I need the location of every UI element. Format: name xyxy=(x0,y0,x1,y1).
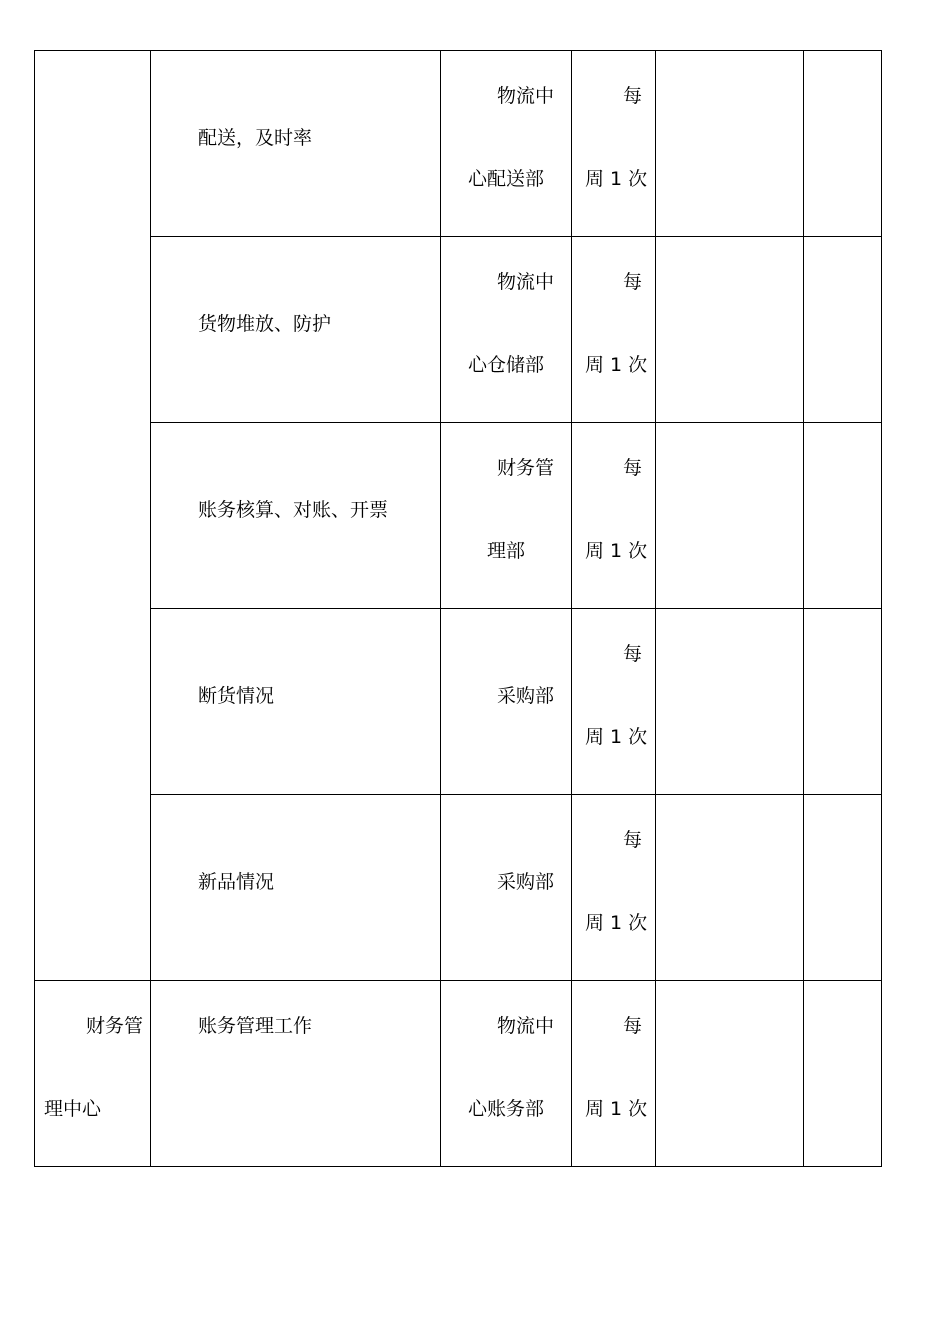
freq-cell xyxy=(572,237,656,423)
empty-cell xyxy=(656,237,804,423)
empty-cell xyxy=(804,237,882,423)
item-text: 新品情况 xyxy=(198,871,275,893)
item-text: 账务管理工作 xyxy=(198,1015,313,1037)
item-text: 配送，及时率 xyxy=(198,127,313,149)
freq-line-1: 每 xyxy=(622,271,642,293)
table-row xyxy=(35,423,882,609)
item-text: 断货情况 xyxy=(198,685,275,707)
table-row xyxy=(35,237,882,423)
item-text: 账务核算、对账、开票 xyxy=(198,499,389,521)
empty-cell xyxy=(656,795,804,981)
empty-cell xyxy=(656,51,804,237)
item-cell xyxy=(151,609,441,795)
category-line-1: 财务管 xyxy=(85,1015,143,1037)
table-row xyxy=(35,981,882,1167)
dept-line-1: 物流中 xyxy=(496,1015,554,1037)
dept-line-1: 采购部 xyxy=(496,871,554,893)
empty-cell xyxy=(804,51,882,237)
freq-cell xyxy=(572,51,656,237)
dept-cell xyxy=(441,795,572,981)
freq-cell xyxy=(572,423,656,609)
freq-line-1: 每 xyxy=(622,829,642,851)
freq-line-2: 周 1 次 xyxy=(585,912,648,934)
dept-line-1: 物流中 xyxy=(496,271,554,293)
freq-line-2: 周 1 次 xyxy=(585,168,648,190)
empty-cell xyxy=(656,609,804,795)
freq-line-2: 周 1 次 xyxy=(585,540,648,562)
dept-line-1: 采购部 xyxy=(496,685,554,707)
item-cell xyxy=(151,795,441,981)
table-row xyxy=(35,609,882,795)
dept-line-2: 心账务部 xyxy=(468,1098,545,1120)
item-cell xyxy=(151,423,441,609)
category-line-2: 理中心 xyxy=(44,1098,102,1120)
category-cell-empty xyxy=(35,51,151,981)
freq-line-2: 周 1 次 xyxy=(585,354,648,376)
freq-cell xyxy=(572,609,656,795)
dept-cell xyxy=(441,423,572,609)
freq-line-1: 每 xyxy=(622,1015,642,1037)
freq-cell xyxy=(572,981,656,1167)
dept-line-2: 理部 xyxy=(487,540,526,562)
empty-cell xyxy=(804,981,882,1167)
dept-line-2: 心仓储部 xyxy=(468,354,545,376)
dept-cell xyxy=(441,609,572,795)
empty-cell xyxy=(656,423,804,609)
item-cell xyxy=(151,237,441,423)
empty-cell xyxy=(804,609,882,795)
item-cell xyxy=(151,51,441,237)
empty-cell xyxy=(656,981,804,1167)
dept-cell xyxy=(441,51,572,237)
freq-cell xyxy=(572,795,656,981)
table-row xyxy=(35,795,882,981)
dept-cell xyxy=(441,237,572,423)
freq-line-1: 每 xyxy=(622,643,642,665)
schedule-table xyxy=(34,50,882,1167)
dept-line-1: 财务管 xyxy=(496,457,554,479)
item-cell xyxy=(151,981,441,1167)
freq-line-2: 周 1 次 xyxy=(585,726,648,748)
item-text: 货物堆放、防护 xyxy=(198,313,332,335)
freq-line-1: 每 xyxy=(622,85,642,107)
freq-line-1: 每 xyxy=(622,457,642,479)
dept-line-1: 物流中 xyxy=(496,85,554,107)
empty-cell xyxy=(804,795,882,981)
category-cell xyxy=(35,981,151,1167)
table-row xyxy=(35,51,882,237)
freq-line-2: 周 1 次 xyxy=(585,1098,648,1120)
empty-cell xyxy=(804,423,882,609)
dept-cell xyxy=(441,981,572,1167)
dept-line-2: 心配送部 xyxy=(468,168,545,190)
